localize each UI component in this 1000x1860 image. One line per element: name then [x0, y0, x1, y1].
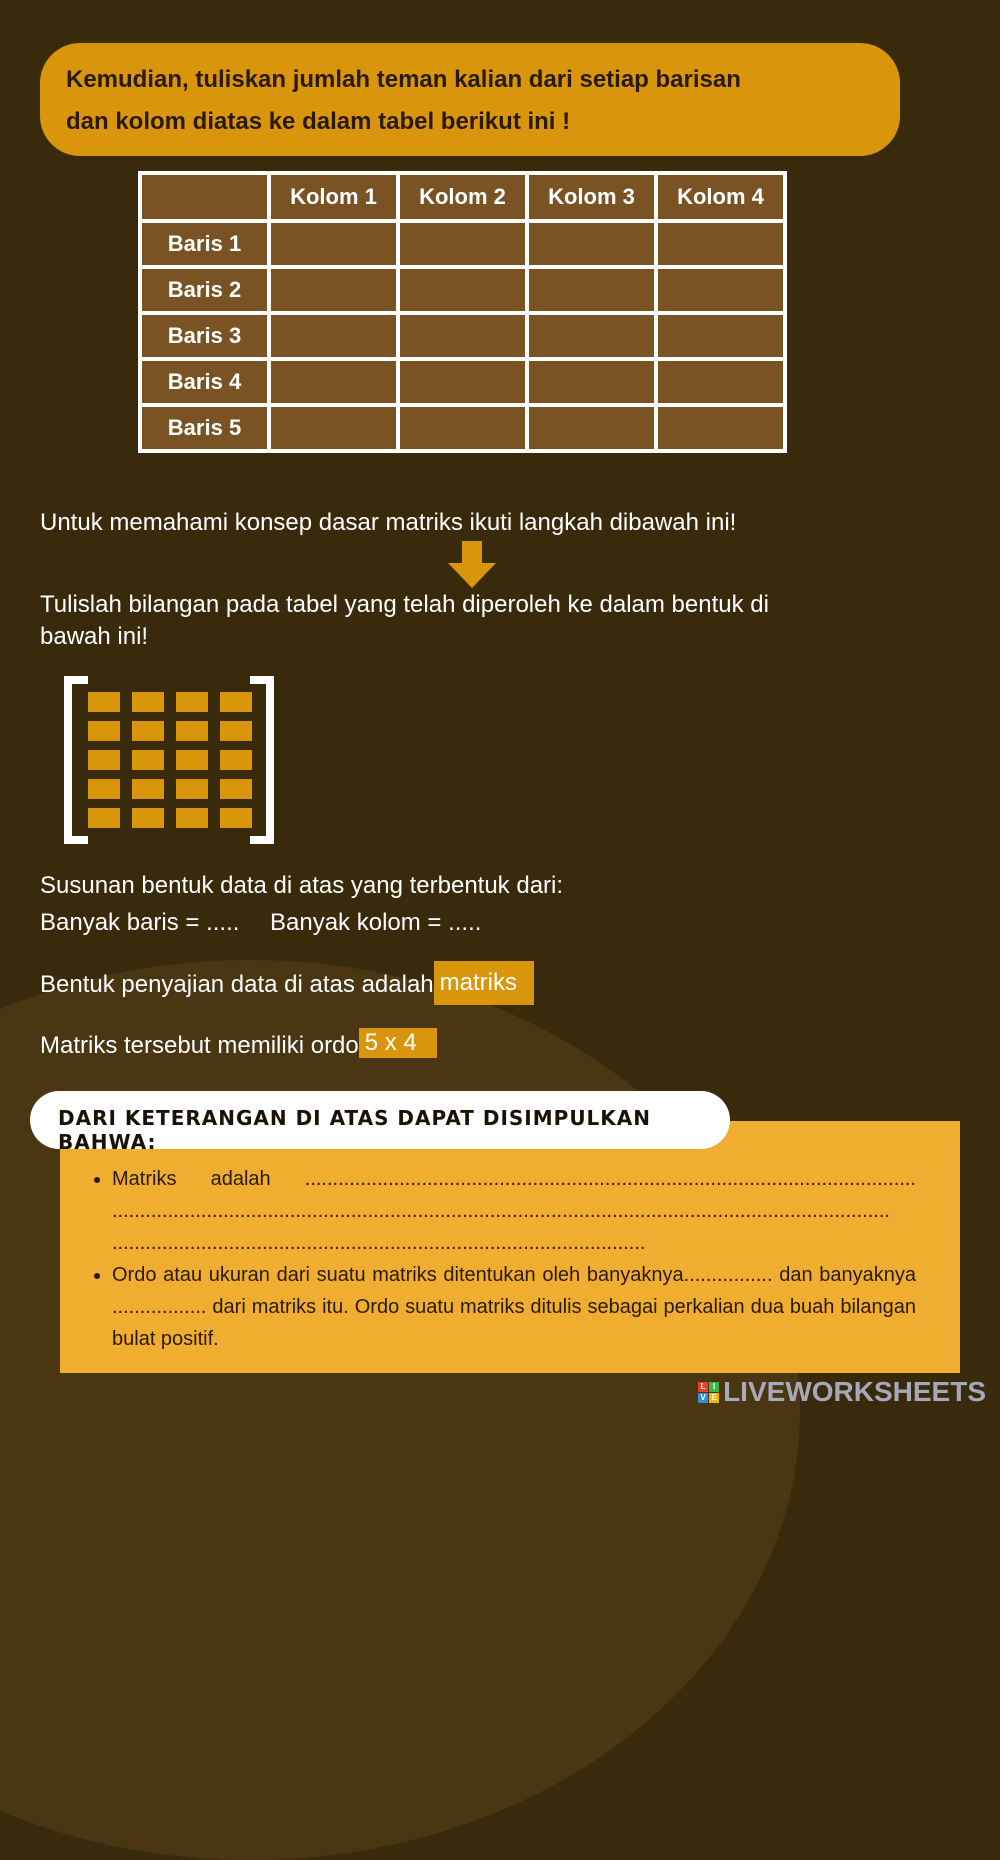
matrix-entry-slot[interactable] [220, 692, 252, 712]
table-input-cell[interactable] [656, 405, 785, 451]
table-input-cell[interactable] [527, 221, 656, 267]
matrix-entry-slot[interactable] [176, 692, 208, 712]
matrix-entry-slot[interactable] [88, 808, 120, 828]
table-row [140, 313, 785, 359]
banner-line-2: dan kolom diatas ke dalam tabel berikut ini ! [66, 108, 571, 135]
susunan-text: Susunan bentuk data di atas yang terbentuk dari: [40, 872, 564, 899]
matrix-entry-slot[interactable] [176, 750, 208, 770]
table-input-cell[interactable] [527, 313, 656, 359]
ordo-line [40, 1030, 437, 1062]
row-header: Baris 2 [140, 267, 269, 313]
table-input-cell[interactable] [527, 405, 656, 451]
table-input-cell[interactable] [269, 221, 398, 267]
matrix-entry-slot[interactable] [88, 721, 120, 741]
bentuk-line [40, 969, 534, 1005]
table-row [140, 359, 785, 405]
table-input-cell[interactable] [656, 267, 785, 313]
matrix-entry-slot[interactable] [220, 808, 252, 828]
matrix-entry-slot[interactable] [88, 692, 120, 712]
column-header: Kolom 2 [398, 173, 527, 221]
table-row [140, 267, 785, 313]
matrix-entry-slot[interactable] [132, 750, 164, 770]
row-header: Baris 3 [140, 313, 269, 359]
row-header: Baris 4 [140, 359, 269, 405]
bentuk-answer-field[interactable]: matriks [434, 961, 534, 1005]
count-table [138, 171, 787, 453]
matrix-entry-slot[interactable] [220, 750, 252, 770]
table-input-cell[interactable] [269, 359, 398, 405]
matrix-entry-slot[interactable] [132, 692, 164, 712]
column-header: Kolom 1 [269, 173, 398, 221]
ordo-label: Matriks tersebut memiliki ordo [40, 1032, 359, 1059]
matrix-entry-slot[interactable] [132, 721, 164, 741]
table-input-cell[interactable] [398, 405, 527, 451]
table-input-cell[interactable] [527, 359, 656, 405]
table-input-cell[interactable] [398, 359, 527, 405]
table-corner-cell [140, 173, 269, 221]
table-input-cell[interactable] [269, 405, 398, 451]
table-input-cell[interactable] [398, 221, 527, 267]
conclusion-item-2: • Ordo atau ukuran dari suatu matriks ditentukan oleh banyaknya................ dan banyaknya ................. dari matriks itu. Ordo suatu matriks ditulis sebagai perkalian dua buah bilangan bulat positif. [112, 1259, 916, 1355]
matrix-entry-slot[interactable] [220, 721, 252, 741]
matrix-entry-slot[interactable] [88, 750, 120, 770]
table-input-cell[interactable] [269, 313, 398, 359]
conclusion-title-pill [30, 1091, 730, 1154]
matrix-entry-slot[interactable] [176, 808, 208, 828]
conclusion-list [92, 1163, 916, 1355]
matrix-entry-slot[interactable] [176, 721, 208, 741]
arrow-down-icon [448, 541, 496, 589]
left-bracket [64, 676, 88, 844]
instruction-1: Untuk memahami konsep dasar matriks ikuti langkah dibawah ini! [40, 509, 737, 536]
column-header: Kolom 4 [656, 173, 785, 221]
bentuk-label: Bentuk penyajian data di atas adalah [40, 971, 434, 998]
table-input-cell[interactable] [269, 267, 398, 313]
row-header: Baris 1 [140, 221, 269, 267]
row-header: Baris 5 [140, 405, 269, 451]
matrix-entry-slot[interactable] [132, 808, 164, 828]
right-bracket [250, 676, 274, 844]
table-input-cell[interactable] [656, 221, 785, 267]
liveworksheets-watermark [698, 1376, 986, 1408]
matrix-entry-slot[interactable] [132, 779, 164, 799]
instruction-2-line-2: bawah ini! [40, 623, 149, 650]
banyak-baris-text: Banyak baris = ..... [40, 909, 240, 936]
banner-line-1: Kemudian, tuliskan jumlah teman kalian dari setiap barisan [66, 66, 741, 93]
table-header-row [140, 173, 785, 221]
matrix-entry-slot[interactable] [220, 779, 252, 799]
watermark-text: LIVEWORKSHEETS [723, 1376, 986, 1407]
table-input-cell[interactable] [398, 267, 527, 313]
instruction-2-line-1: Tulislah bilangan pada tabel yang telah diperoleh ke dalam bentuk di [40, 591, 769, 618]
conclusion-box [60, 1121, 960, 1373]
table-row [140, 221, 785, 267]
table-input-cell[interactable] [398, 313, 527, 359]
table-input-cell[interactable] [527, 267, 656, 313]
table-row [140, 405, 785, 451]
instruction-banner [40, 43, 900, 156]
table-input-cell[interactable] [656, 359, 785, 405]
conclusion-item-1: • Matriks adalah .............................................................................................................. ............................................................................................................................................ ................................................................................................ [112, 1163, 916, 1259]
matrix-entry-slot[interactable] [88, 779, 120, 799]
matrix-template [64, 676, 274, 844]
conclusion-title: DARI KETERANGAN DI ATAS DAPAT DISIMPULKAN BAHWA: [58, 1106, 652, 1154]
liveworksheets-logo-icon: L I V E [698, 1382, 719, 1403]
matrix-entry-slot[interactable] [176, 779, 208, 799]
table-input-cell[interactable] [656, 313, 785, 359]
column-header: Kolom 3 [527, 173, 656, 221]
banyak-kolom-text: Banyak kolom = ..... [270, 909, 482, 936]
ordo-answer-field[interactable]: 5 x 4 [359, 1028, 437, 1058]
